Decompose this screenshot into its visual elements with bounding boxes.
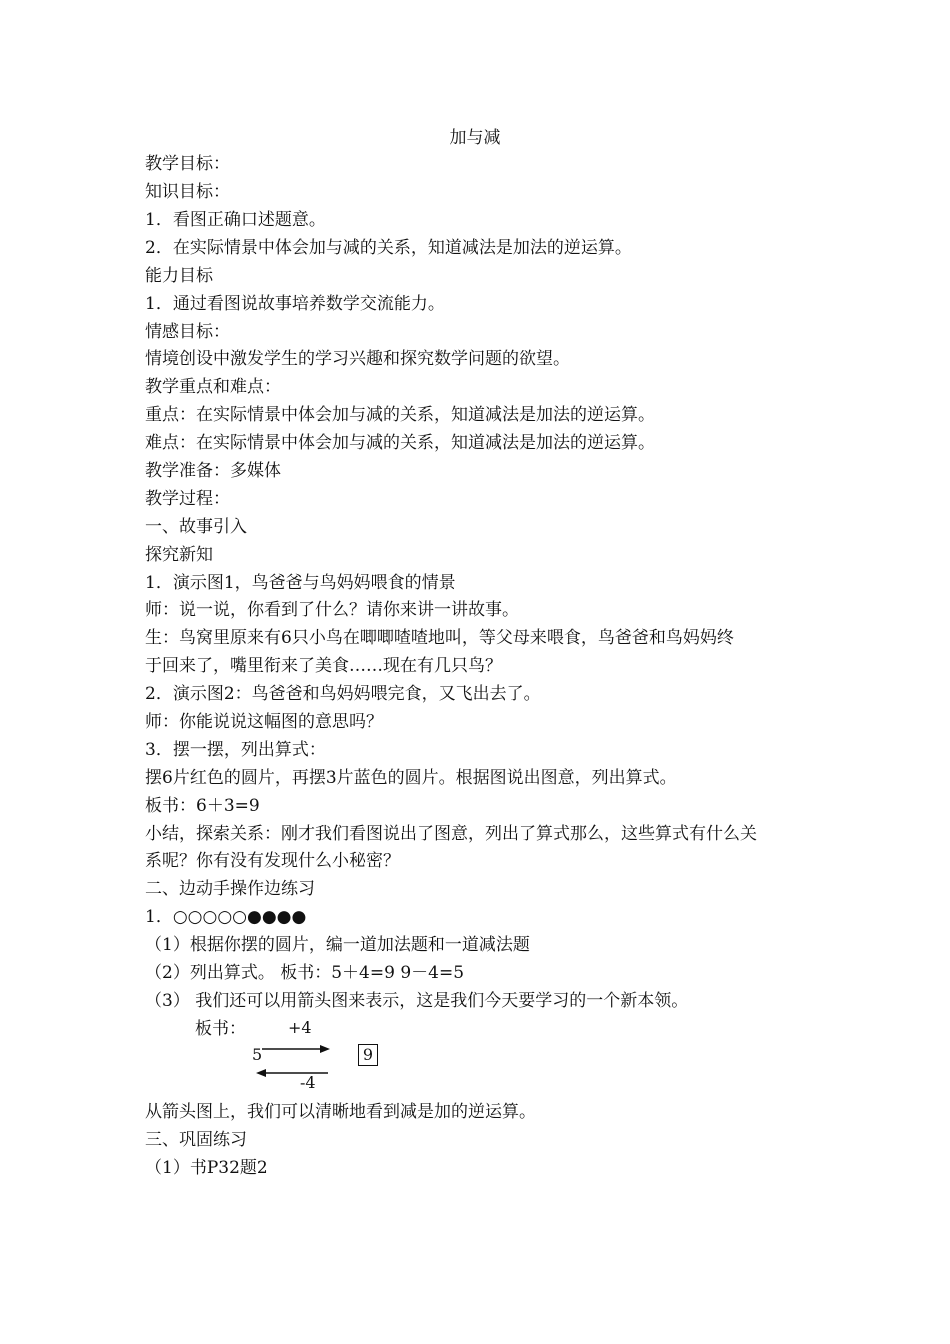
forward-arrowhead	[320, 1045, 330, 1053]
start-number: 5	[252, 1045, 263, 1064]
text-line: 情境创设中激发学生的学习兴趣和探究数学问题的欲望。	[145, 349, 570, 369]
text-line: 1．通过看图说故事培养数学交流能力。	[145, 294, 445, 314]
board-label: 板书：	[195, 1019, 246, 1039]
text-line: （3） 我们还可以用箭头图来表示，这是我们今天要学习的一个新本领。	[145, 991, 689, 1011]
text-line: 难点：在实际情景中体会加与减的关系，知道减法是加法的逆运算。	[145, 433, 655, 453]
text-line: 探究新知	[145, 545, 213, 565]
text-line: （1）书P32题2	[145, 1158, 268, 1178]
text-line: （2）列出算式。 板书：5＋4=9 9－4=5	[145, 963, 465, 983]
arrow-diagram	[230, 1018, 430, 1100]
text-line: 从箭头图上，我们可以清晰地看到减是加的逆运算。	[145, 1102, 536, 1122]
section-heading: 三、巩固练习	[145, 1130, 247, 1150]
text-line: 3．摆一摆，列出算式：	[145, 740, 326, 760]
section-heading: 二、边动手操作边练习	[145, 879, 315, 899]
text-line: 师：说一说，你看到了什么？请你来讲一讲故事。	[145, 600, 519, 620]
plus-label: +4	[288, 1018, 312, 1037]
text-line: 师：你能说说这幅图的意思吗？	[145, 712, 383, 732]
text-line: 重点：在实际情景中体会加与减的关系，知道减法是加法的逆运算。	[145, 405, 655, 425]
text-line: 2．演示图2：鸟爸爸和鸟妈妈喂完食，又飞出去了。	[145, 684, 541, 704]
text-line: 教学准备：多媒体	[145, 461, 281, 481]
text-line: 1．看图正确口述题意。	[145, 210, 326, 230]
text-line: 2．在实际情景中体会加与减的关系，知道减法是加法的逆运算。	[145, 238, 632, 258]
text-line: 情感目标：	[145, 322, 230, 342]
text-line: 教学目标：	[145, 154, 230, 174]
text-line: 摆6片红色的圆片，再摆3片蓝色的圆片。根据图说出图意，列出算式。	[145, 768, 677, 788]
text-line: 一、故事引入	[145, 517, 247, 537]
text-line: 教学过程：	[145, 489, 230, 509]
circle-row: 1．○○○○○●●●●	[145, 907, 307, 927]
page-title: 加与减	[449, 128, 501, 148]
text-line: 系呢？你有没有发现什么小秘密？	[145, 851, 400, 871]
text-line: 板书：6＋3=9	[145, 796, 260, 816]
arrows-svg	[230, 1040, 430, 1100]
text-line: 生：鸟窝里原来有6只小鸟在唧唧喳喳地叫，等父母来喂食，鸟爸爸和鸟妈妈终	[145, 628, 734, 648]
text-line: 1．演示图1，鸟爸爸与鸟妈妈喂食的情景	[145, 573, 456, 593]
text-line: （1）根据你摆的圆片，编一道加法题和一道减法题	[145, 935, 530, 955]
text-line: 知识目标：	[145, 182, 230, 202]
text-line: 小结，探索关系：刚才我们看图说出了图意，列出了算式那么，这些算式有什么关	[145, 824, 757, 844]
back-arrowhead	[256, 1069, 266, 1077]
text-line: 教学重点和难点：	[145, 377, 281, 397]
end-number-box: 9	[358, 1044, 378, 1066]
minus-label: -4	[300, 1073, 316, 1092]
text-line: 于回来了，嘴里衔来了美食……现在有几只鸟？	[145, 656, 502, 676]
text-line: 能力目标	[145, 266, 213, 286]
